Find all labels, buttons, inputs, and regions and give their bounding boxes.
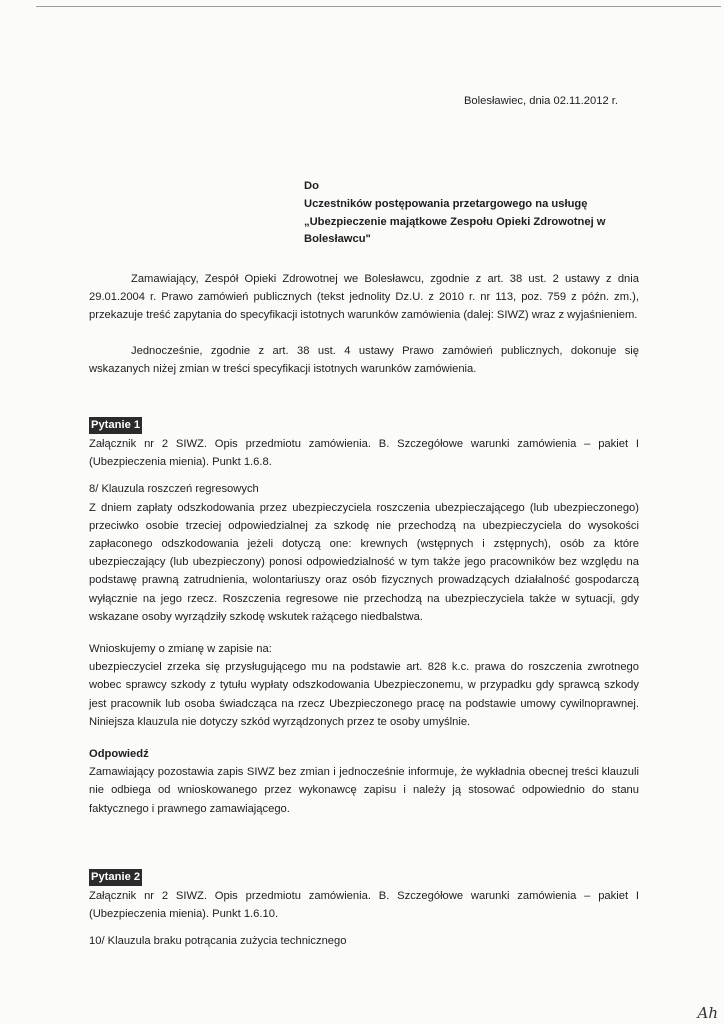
question-2-clause-title: 10/ Klauzula braku potrącania zużycia technicznego xyxy=(89,935,347,948)
question-1-answer-label: Odpowiedź xyxy=(89,748,149,761)
question-1-section xyxy=(89,416,639,818)
recipient-line: „Ubezpieczenie majątkowe Zespołu Opieki Zdrowotnej w xyxy=(304,215,606,228)
recipient-block xyxy=(304,178,664,249)
recipient-line: Bolesławcu" xyxy=(304,233,371,246)
question-1-reference: Załącznik nr 2 SIWZ. Opis przedmiotu zamówienia. B. Szczegółowe warunki zamówienia – pakiet I (Ubezpieczenia mienia). Punkt 1.6.8. xyxy=(89,438,639,469)
question-2-section xyxy=(89,868,639,951)
intro-paragraph-2: Jednocześnie, zgodnie z art. 38 ust. 4 ustawy Prawo zamówień publicznych, dokonuje się wskazanych niżej zmian w treści specyfikacji istotnych warunków zamówienia. xyxy=(89,344,639,375)
question-1-clause-title: 8/ Klauzula roszczeń regresowych xyxy=(89,483,259,496)
question-1-request-intro: Wnioskujemy o zmianę w zapisie na: xyxy=(89,643,272,656)
recipient-do: Do xyxy=(304,180,319,192)
question-2-reference: Załącznik nr 2 SIWZ. Opis przedmiotu zamówienia. B. Szczegółowe warunki zamówienia – pakiet I (Ubezpieczenia mienia). Punkt 1.6.10. xyxy=(89,889,639,921)
date-line: Bolesławiec, dnia 02.11.2012 r. xyxy=(463,95,618,107)
question-1-request-text: ubezpieczyciel zrzeka się przysługującego mu na podstawie art. 828 k.c. prawa do roszczenia zwrotnego wobec sprawcy szkody z tytułu wypłaty odszkodowania Ubezpieczonemu, w przypadku gdy sprawcą szkody jest pracownik lub osoba świadcząca na rzecz Ubezpieczonego pracę na podstawie umowy cywilnoprawnej. Niniejsza klauzula nie dotyczy szkód wyrządzonych przez te osoby umyślnie. xyxy=(89,661,639,728)
question-1-answer-text: Zamawiający pozostawia zapis SIWZ bez zmian i jednocześnie informuje, że wykładnia obecnej treści klauzuli nie odbiega od wnioskowanego przez wykonawcę zapisu i należy ją stosować odpowiednio do stanu faktycznego i prawnego zamawiającego. xyxy=(89,766,639,815)
question-2-heading: Pytanie 2 xyxy=(89,869,142,886)
question-1-clause-text: Z dniem zapłaty odszkodowania przez ubezpieczyciela roszczenia ubezpieczającego (lub ubezpieczonego) przeciwko osobie trzeciej odpowiedzialnej za szkodę nie przechodzą na ubezpieczyciela do wysokości zapłaconego odszkodowania jeżeli dotyczą one: krewnych (wstępnych i zstępnych), osób za które ubezpieczający (lub ubezpieczony) ponosi odpowiedzialność w tym także jego pracowników bez względu na podstawę prawną zatrudnienia, wolontariuszy oraz osób fizycznych prowadzących działalność gospodarczą wyłącznie na jego rzecz. Roszczenia regresowe nie przechodzą na ubezpieczyciela także w sytuacji, gdy wskazane osoby wyrządziły szkodę wskutek rażącego niedbalstwa. xyxy=(89,501,639,623)
question-1-heading: Pytanie 1 xyxy=(89,417,142,434)
intro-paragraph-1: Zamawiający, Zespół Opieki Zdrowotnej we Bolesławcu, zgodnie z art. 38 ust. 2 ustawy z dnia 29.01.2004 r. Prawo zamówień publicznych (tekst jednolity Dz.U. z 2010 r. nr 113, poz. 759 z późn. zm.), przekazuje treść zapytania do specyfikacji istotnych warunków zamówienia (dalej: SIWZ) wraz z wyjaśnieniem. xyxy=(89,273,639,322)
handwritten-corner-mark: Ah xyxy=(697,1003,718,1022)
top-border-line xyxy=(36,6,721,7)
recipient-line: Uczestników postępowania przetargowego na usługę xyxy=(304,198,588,211)
document-body xyxy=(89,270,639,950)
